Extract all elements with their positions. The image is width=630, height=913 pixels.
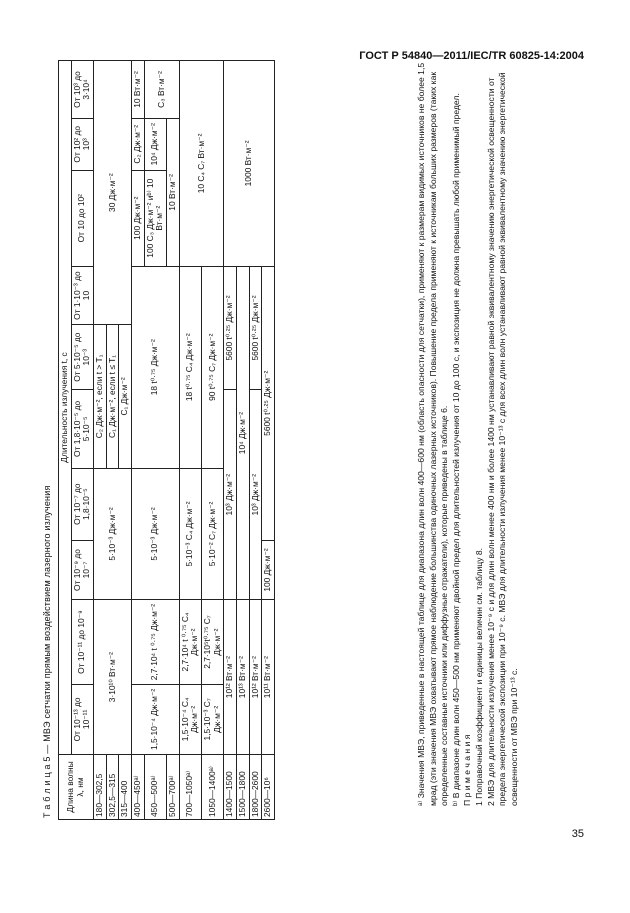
cell: 10³ Дж·м⁻² — [224, 390, 237, 600]
wl-3: 315—400 — [119, 755, 132, 820]
cell: 2,7·10⁵t⁰·⁷⁵ С₇ Дж·м⁻² — [201, 600, 223, 685]
note-2: 2 МВЭ для длительности излучения менее 10⁻⁹ с и для длин волн менее 400 нм и более 1400 нм устанавливают равной эквивалентному значению энергетической освещенности от предела энергетической экспозиции при 10⁻⁹ с. МВЭ для длительности излучения менее 10⁻¹³ с для всех длин волн устанавливают равной эквивалентному значению энергетической освещенности от МВЭ при 10⁻¹³ с. — [485, 72, 519, 806]
cell: С₃ Вт·м⁻² — [144, 61, 179, 119]
wl-6: 500—700ᵃ⁾ — [166, 755, 179, 820]
cell: 10³ Дж·м⁻² — [249, 390, 262, 600]
cell: 10⁴ Дж·м⁻² — [144, 118, 166, 170]
cell: 10¹³ Вт·м⁻² — [236, 600, 249, 755]
dur-8: От 10 до 10² — [71, 170, 93, 266]
cell: 5·10⁻³ Дж·м⁻² — [93, 468, 131, 600]
cell: 5600 t⁰·²⁵ Дж·м⁻² — [249, 266, 262, 389]
cell: 2,7·10⁴ t ⁰·⁷⁵ С₄ Дж·м⁻² — [179, 600, 201, 685]
cell: 10¹¹ Вт·м⁻² — [262, 600, 275, 755]
cell: С₁ Дж·м⁻², если t ≤ T₁ — [106, 325, 119, 468]
cell: 5·10⁻³ С₄ Дж·м⁻² — [179, 468, 201, 600]
cell: 3·10¹⁰ Вт·м⁻² — [93, 600, 131, 755]
cell: 5600 t⁰·²⁵ Дж·м⁻² — [224, 266, 237, 389]
cell: 10 Вт·м⁻² — [166, 118, 179, 266]
cell: 10 Вт·м⁻² — [131, 61, 144, 119]
dur-1: От 10⁻¹³ до 10⁻¹¹ — [71, 684, 93, 754]
cell: 18 t⁰·⁷⁵ С₄ Дж·м⁻² — [179, 266, 201, 468]
cell: 100 С₃ Дж·м⁻² иᵇ⁾ 10 Вт·м⁻² — [144, 170, 166, 266]
wl-8: 1050—1400ᵃ⁾ — [201, 755, 223, 820]
note-b: ᵇ⁾ В диапазоне длин волн 450—500 нм применяют двойной предел для длительностей излучения от 10 до 100 с, и экспозиция не должна превышать любой применимый предел. — [450, 93, 461, 806]
dur-3: От 10⁻⁹ до 10⁻⁷ — [71, 540, 93, 600]
cell: 10 С₄ С₇ Вт·м⁻² — [179, 61, 224, 267]
wl-4: 400—450ᵃ⁾ — [131, 755, 144, 820]
wl-2: 302,5—315 — [106, 755, 119, 820]
cell: 90 t⁰·⁷⁵ С₇ Дж·м⁻² — [201, 266, 223, 468]
wl-1: 180—302,5 — [93, 755, 106, 820]
cell: 1,5·10⁻⁴ Дж·м⁻² — [131, 684, 179, 754]
note-1: 1 Поправочный коэффициент и единицы величин см. таблицу 8. — [473, 547, 484, 806]
header-duration: Длительность излучения t, с — [59, 61, 72, 755]
cell: 100 Дж·м⁻² — [262, 540, 275, 600]
notes-heading: П р и м е ч а н и я — [462, 734, 473, 806]
wl-7: 700—1050ᵃ⁾ — [179, 755, 201, 820]
cell: 2,7·10⁴ t ⁰·⁷⁵ Дж·м⁻² — [131, 600, 179, 685]
cell: С₁ Дж·м⁻² — [119, 325, 132, 468]
dur-4: От 10⁻⁷ до 1,8·10⁻⁵ — [71, 468, 93, 540]
cell: 10¹² Вт·м⁻² — [224, 600, 237, 755]
table-notes — [416, 60, 520, 820]
cell: С₂ Дж·м⁻², если t > T₁ — [93, 325, 106, 468]
dur-7: От 1·10⁻³ до 10 — [71, 266, 93, 324]
wl-11: 1800—2600 — [249, 755, 262, 820]
cell: 1,5·10⁻³ С₇ Дж·м⁻² — [201, 684, 223, 754]
wl-10: 1500—1800 — [236, 755, 249, 820]
note-a: ᵃ⁾ Значения МВЭ, приведенные в настоящей таблице для диапазона длин волн 400—600 нм (область опасности для сетчатки), применяют к размерам видимых источников не более 1,5 мрад (эти значения МВЭ охватывают прямое наблюдение большинства одиночных лазерных источников). Повышение предела применяют к источникам больших размеров (таких как определенные составные источники или диффузные отражатели), которые приведены в таблице 6. — [416, 62, 450, 806]
dur-10: От 10³ до 3·10⁴ — [71, 61, 93, 119]
page-number: 35 — [571, 828, 584, 840]
wl-5: 450—500ᵃ⁾ — [144, 755, 166, 820]
mpe-table — [58, 60, 275, 820]
rotated-table-page — [40, 60, 580, 820]
dur-9: От 10² до 10³ — [71, 118, 93, 170]
cell: 30 Дж·м⁻² — [93, 61, 131, 325]
dur-5: От 1,8·10⁻⁵ до 5·10⁻⁵ — [71, 390, 93, 468]
cell: С₂ Дж·м⁻² — [131, 118, 144, 170]
dur-2: От 10⁻¹¹ до 10⁻⁹ — [71, 600, 93, 685]
wl-12: 2600—10⁶ — [262, 755, 275, 820]
cell: 5600 t⁰·²⁵ Дж·м⁻² — [262, 266, 275, 540]
cell: 5·10⁻² С₇ Дж·м⁻² — [201, 468, 223, 600]
cell: 5·10⁻³ Дж·м⁻² — [131, 468, 179, 600]
cell: 1000 Вт·м⁻² — [224, 61, 275, 267]
cell: 100 Дж·м⁻² — [131, 170, 144, 266]
standard-header: ГОСТ Р 54840—2011/IEC/TR 60825-14:2004 — [359, 50, 584, 62]
dur-6: От 5·10⁻⁵ до 10⁻³ — [71, 325, 93, 390]
table-caption: Т а б л и ц а 5 — МВЭ сетчатки прямым воздействием лазерного излучения — [42, 485, 52, 818]
wl-9: 1400—1500 — [224, 755, 237, 820]
header-wavelength: Длина волны λ, нм — [59, 755, 94, 820]
cell: 18 t⁰·⁷⁵ Дж·м⁻² — [131, 266, 179, 468]
cell: 1,5·10⁻⁴ С₄ Дж·м⁻² — [179, 684, 201, 754]
cell: 10⁴ Дж·м⁻² — [236, 266, 249, 599]
cell: 10¹² Вт·м⁻² — [249, 600, 262, 755]
